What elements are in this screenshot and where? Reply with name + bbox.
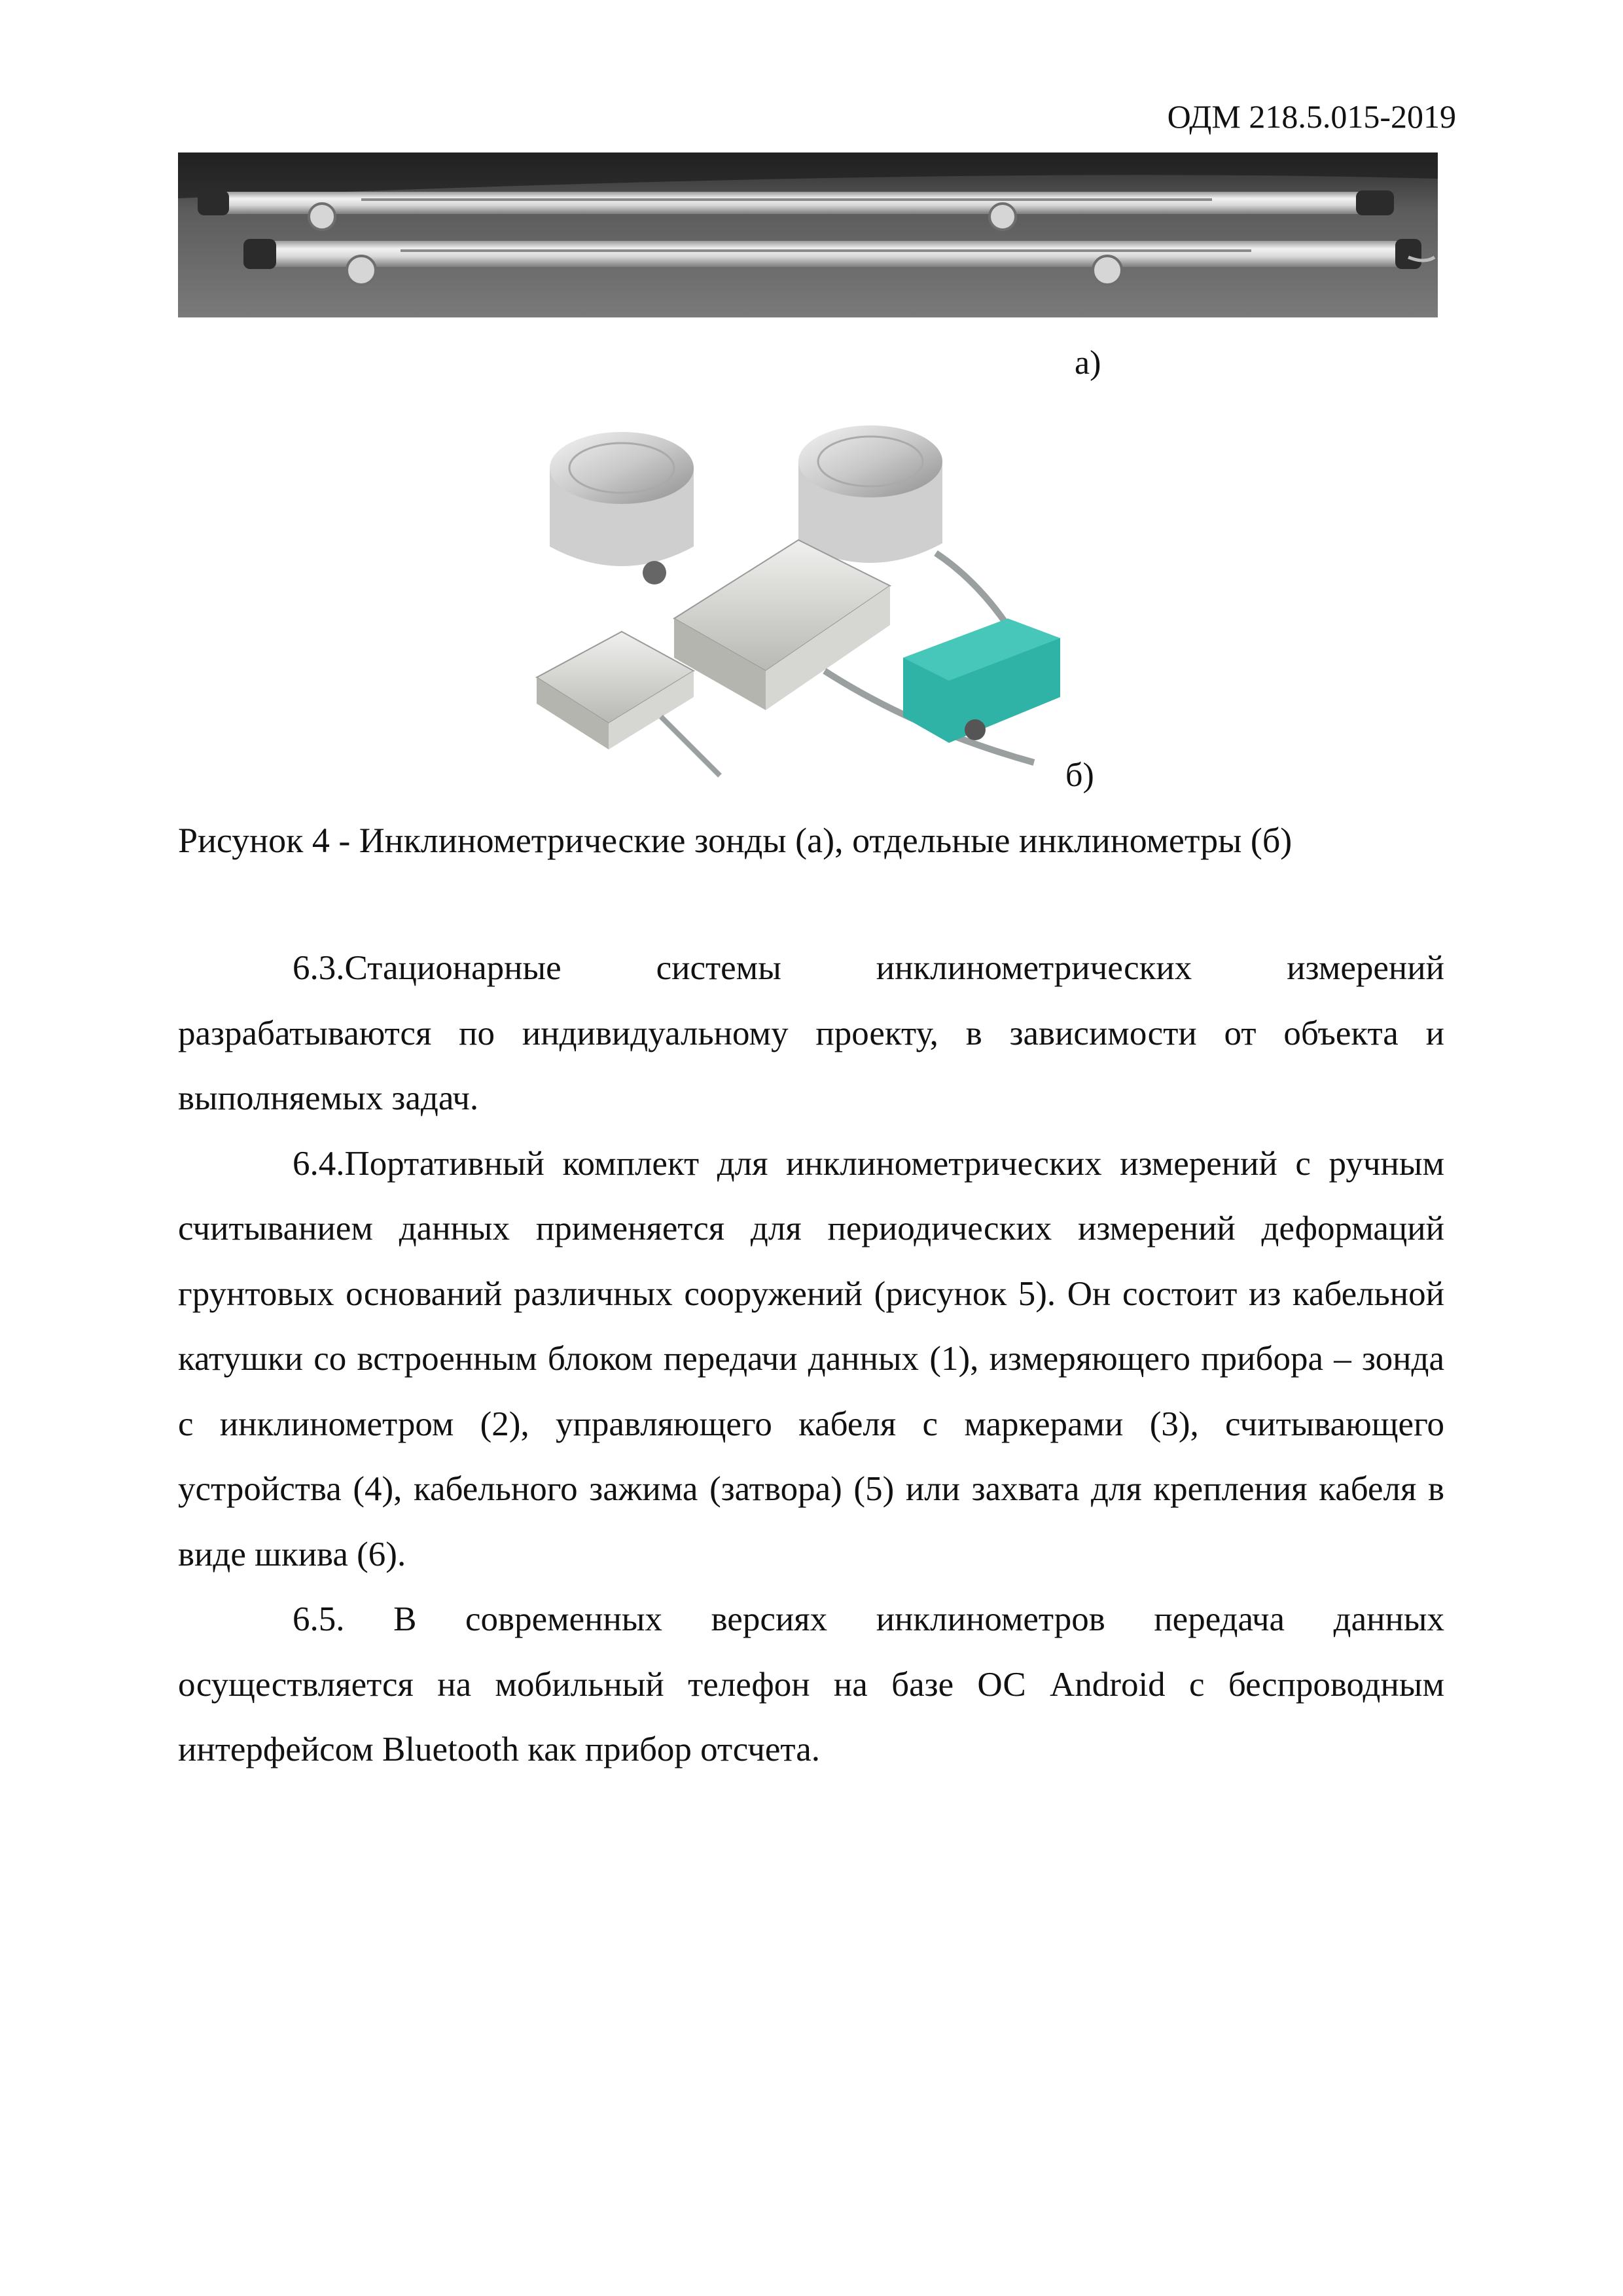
paragraph-6-3: 6.3.Стационарные системы инклинометрических измерений разрабатываются по индивидуальному проекту, в зависимости от объекта и выполняемых задач. bbox=[178, 949, 1444, 1117]
body-text bbox=[178, 936, 1444, 1783]
inclinometer-probes-photo bbox=[178, 152, 1438, 317]
inclinometers-photo bbox=[524, 422, 1060, 789]
figure-caption: Рисунок 4 - Инклинометрические зонды (а), отдельные инклинометры (б) bbox=[178, 821, 1293, 860]
figure-label-b: б) bbox=[1065, 757, 1094, 794]
paragraph-6-4: 6.4.Портативный комплект для инклинометрических измерений с ручным считыванием данных применяется для периодических измерений деформаций грунтовых оснований различных сооружений (рисунок 5). Он состоит из кабельной катушки со встроенным блоком передачи данных (1), измеряющего прибора – зонда с инклинометром (2), управляющего кабеля с маркерами (3), считывающего устройства (4), кабельного зажима (затвора) (5) или захвата для крепления кабеля в виде шкива (6). bbox=[178, 1144, 1444, 1573]
paragraph-6-5: 6.5. В современных версиях инклинометров передача данных осуществляется на мобильный телефон на базе ОС Android с беспроводным интерфейсом Bluetooth как прибор отсчета. bbox=[178, 1600, 1444, 1768]
document-code: ОДМ 218.5.015-2019 bbox=[1167, 98, 1456, 135]
figure-label-a: а) bbox=[1075, 344, 1101, 382]
